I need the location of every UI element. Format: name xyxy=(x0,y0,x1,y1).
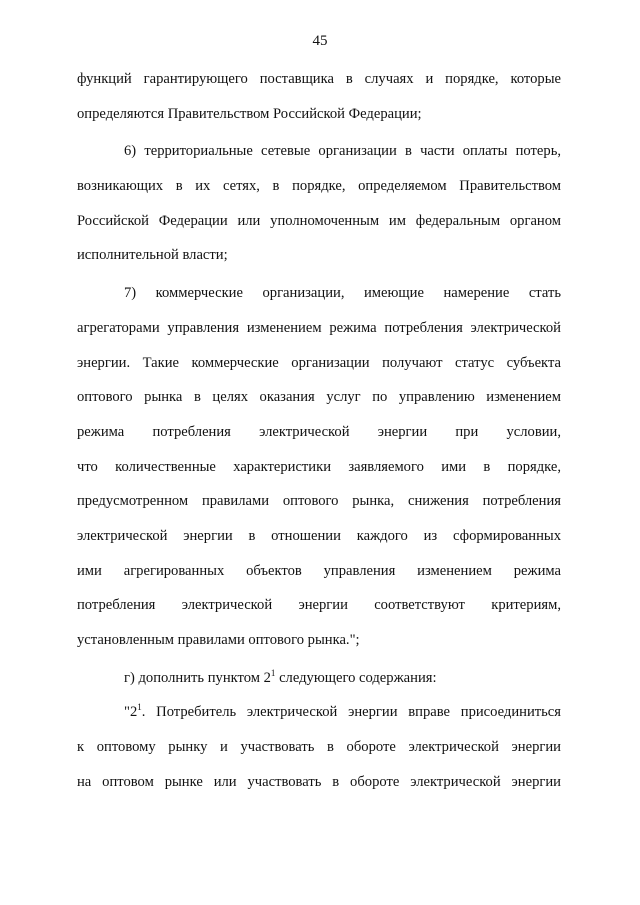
text-line: определяются Правительством Российской Федерации; xyxy=(77,105,422,122)
text-line: агрегаторами управления изменением режима потребления электрической xyxy=(77,319,561,336)
text-line: ими агрегированных объектов управления изменением режима xyxy=(77,562,561,579)
list-item-6-line: 6) территориальные сетевые организации в части оплаты потерь, xyxy=(124,143,561,160)
text-line: потребления электрической энергии соответствуют критериям, xyxy=(77,597,561,614)
item-g-text: г) дополнить пунктом 2 xyxy=(124,669,271,686)
text-line: энергии. Такие коммерческие организации получают статус субъекта xyxy=(77,354,561,371)
text-line: возникающих в их сетях, в порядке, определяемом Правительством xyxy=(77,178,561,195)
quote-text-rest: . Потребитель электрической энергии вправе присоединиться xyxy=(141,704,561,721)
text-line: режима потребления электрической энергии при условии, xyxy=(77,423,561,440)
text-line: электрической энергии в отношении каждого из сформированных xyxy=(77,527,561,544)
quote-start-line xyxy=(77,701,561,736)
item-g-text-rest: следующего содержания: xyxy=(275,669,437,686)
text-line: к оптовому рынку и участвовать в обороте электрической энергии xyxy=(77,739,561,756)
text-line: оптового рынка в целях оказания услуг по управлению изменением xyxy=(77,389,561,406)
text-line: предусмотренном правилами оптового рынка, снижения потребления xyxy=(77,493,561,510)
text-line: что количественные характеристики заявляемого ими в порядке, xyxy=(77,458,561,475)
superscript: 1 xyxy=(270,667,276,678)
text-line: установленным правилами оптового рынка."; xyxy=(77,632,360,648)
document-body xyxy=(77,68,561,805)
list-item-7-line: 7) коммерческие организации, имеющие намерение стать xyxy=(124,285,561,302)
text-line: Российской Федерации или уполномоченным им федеральным органом xyxy=(77,212,561,229)
text-line: исполнительной власти; xyxy=(77,247,228,264)
quote-text: "2 xyxy=(124,704,138,721)
page-number: 45 xyxy=(312,33,328,49)
superscript: 1 xyxy=(137,702,142,713)
text-line: функций гарантирующего поставщика в случаях и порядке, которые xyxy=(77,71,561,87)
text-line: на оптовом рынке или участвовать в обороте электрической энергии xyxy=(77,773,561,790)
item-g-line xyxy=(77,667,561,702)
